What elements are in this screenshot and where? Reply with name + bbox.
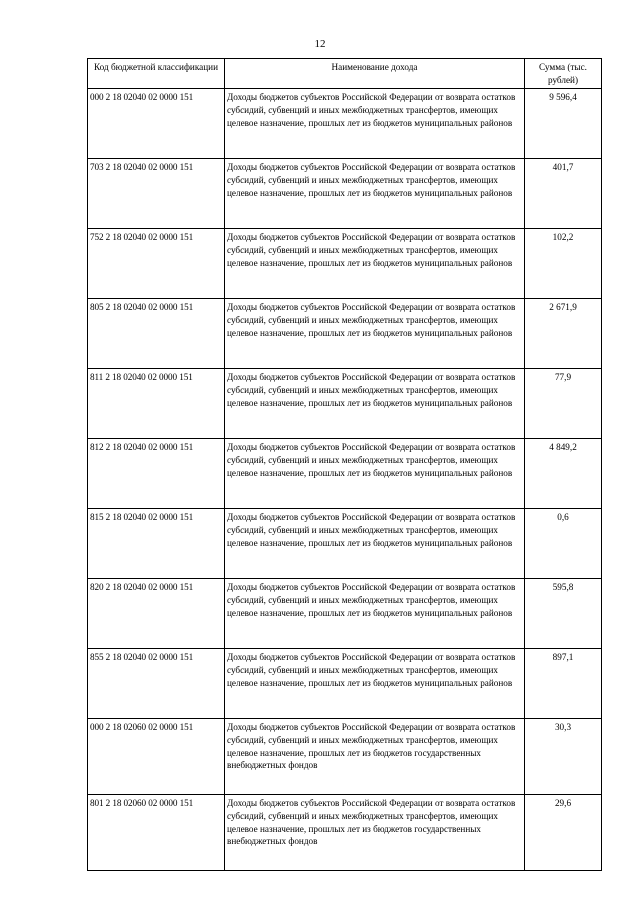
row-amount: 595,8: [525, 579, 602, 649]
row-amount: 0,6: [525, 509, 602, 579]
row-code: 000 2 18 02040 02 0000 151: [88, 89, 225, 159]
table-row: [88, 439, 602, 509]
table-row: [88, 579, 602, 649]
row-name: Доходы бюджетов субъектов Российской Федерации от возврата остатков субсидий, субвенций и иных межбюджетных трансфертов, имеющих целевое назначение, прошлых лет из бюджетов муниципальных районов: [225, 159, 525, 229]
row-code: 815 2 18 02040 02 0000 151: [88, 509, 225, 579]
row-name: Доходы бюджетов субъектов Российской Федерации от возврата остатков субсидий, субвенций и иных межбюджетных трансфертов, имеющих целевое назначение, прошлых лет из бюджетов муниципальных районов: [225, 579, 525, 649]
row-code: 703 2 18 02040 02 0000 151: [88, 159, 225, 229]
row-name: Доходы бюджетов субъектов Российской Федерации от возврата остатков субсидий, субвенций и иных межбюджетных трансфертов, имеющих целевое назначение, прошлых лет из бюджетов муниципальных районов: [225, 89, 525, 159]
page-number: 12: [314, 38, 326, 50]
row-name: Доходы бюджетов субъектов Российской Федерации от возврата остатков субсидий, субвенций и иных межбюджетных трансфертов, имеющих целевое назначение, прошлых лет из бюджетов государственных внебюджетных фондов: [225, 795, 525, 871]
row-amount: 30,3: [525, 719, 602, 795]
row-amount: 401,7: [525, 159, 602, 229]
row-name: Доходы бюджетов субъектов Российской Федерации от возврата остатков субсидий, субвенций и иных межбюджетных трансфертов, имеющих целевое назначение, прошлых лет из бюджетов муниципальных районов: [225, 369, 525, 439]
table-row: [88, 795, 602, 871]
row-code: 811 2 18 02040 02 0000 151: [88, 369, 225, 439]
row-code: 000 2 18 02060 02 0000 151: [88, 719, 225, 795]
table-row: [88, 89, 602, 159]
row-code: 805 2 18 02040 02 0000 151: [88, 299, 225, 369]
row-amount: 77,9: [525, 369, 602, 439]
row-amount: 897,1: [525, 649, 602, 719]
row-name: Доходы бюджетов субъектов Российской Федерации от возврата остатков субсидий, субвенций и иных межбюджетных трансфертов, имеющих целевое назначение, прошлых лет из бюджетов муниципальных районов: [225, 509, 525, 579]
row-code: 801 2 18 02060 02 0000 151: [88, 795, 225, 871]
table-row: [88, 369, 602, 439]
row-name: Доходы бюджетов субъектов Российской Федерации от возврата остатков субсидий, субвенций и иных межбюджетных трансфертов, имеющих целевое назначение, прошлых лет из бюджетов муниципальных районов: [225, 439, 525, 509]
row-amount: 9 596,4: [525, 89, 602, 159]
row-name: Доходы бюджетов субъектов Российской Федерации от возврата остатков субсидий, субвенций и иных межбюджетных трансфертов, имеющих целевое назначение, прошлых лет из бюджетов муниципальных районов: [225, 649, 525, 719]
row-amount: 4 849,2: [525, 439, 602, 509]
row-code: 855 2 18 02040 02 0000 151: [88, 649, 225, 719]
table-row: [88, 509, 602, 579]
header-code: Код бюджетной классификации: [88, 59, 225, 89]
header-amount: Сумма (тыс. рублей): [525, 59, 602, 89]
row-amount: 29,6: [525, 795, 602, 871]
row-code: 812 2 18 02040 02 0000 151: [88, 439, 225, 509]
budget-revenue-table: [87, 58, 602, 871]
row-name: Доходы бюджетов субъектов Российской Федерации от возврата остатков субсидий, субвенций и иных межбюджетных трансфертов, имеющих целевое назначение, прошлых лет из бюджетов муниципальных районов: [225, 229, 525, 299]
row-name: Доходы бюджетов субъектов Российской Федерации от возврата остатков субсидий, субвенций и иных межбюджетных трансфертов, имеющих целевое назначение, прошлых лет из бюджетов муниципальных районов: [225, 299, 525, 369]
row-amount: 2 671,9: [525, 299, 602, 369]
row-code: 752 2 18 02040 02 0000 151: [88, 229, 225, 299]
row-name: Доходы бюджетов субъектов Российской Федерации от возврата остатков субсидий, субвенций и иных межбюджетных трансфертов, имеющих целевое назначение, прошлых лет из бюджетов государственных внебюджетных фондов: [225, 719, 525, 795]
row-amount: 102,2: [525, 229, 602, 299]
table-row: [88, 229, 602, 299]
table-row: [88, 299, 602, 369]
table-header-row: [88, 59, 602, 89]
row-code: 820 2 18 02040 02 0000 151: [88, 579, 225, 649]
table-row: [88, 159, 602, 229]
table-row: [88, 649, 602, 719]
table-row: [88, 719, 602, 795]
header-name: Наименование дохода: [225, 59, 525, 89]
